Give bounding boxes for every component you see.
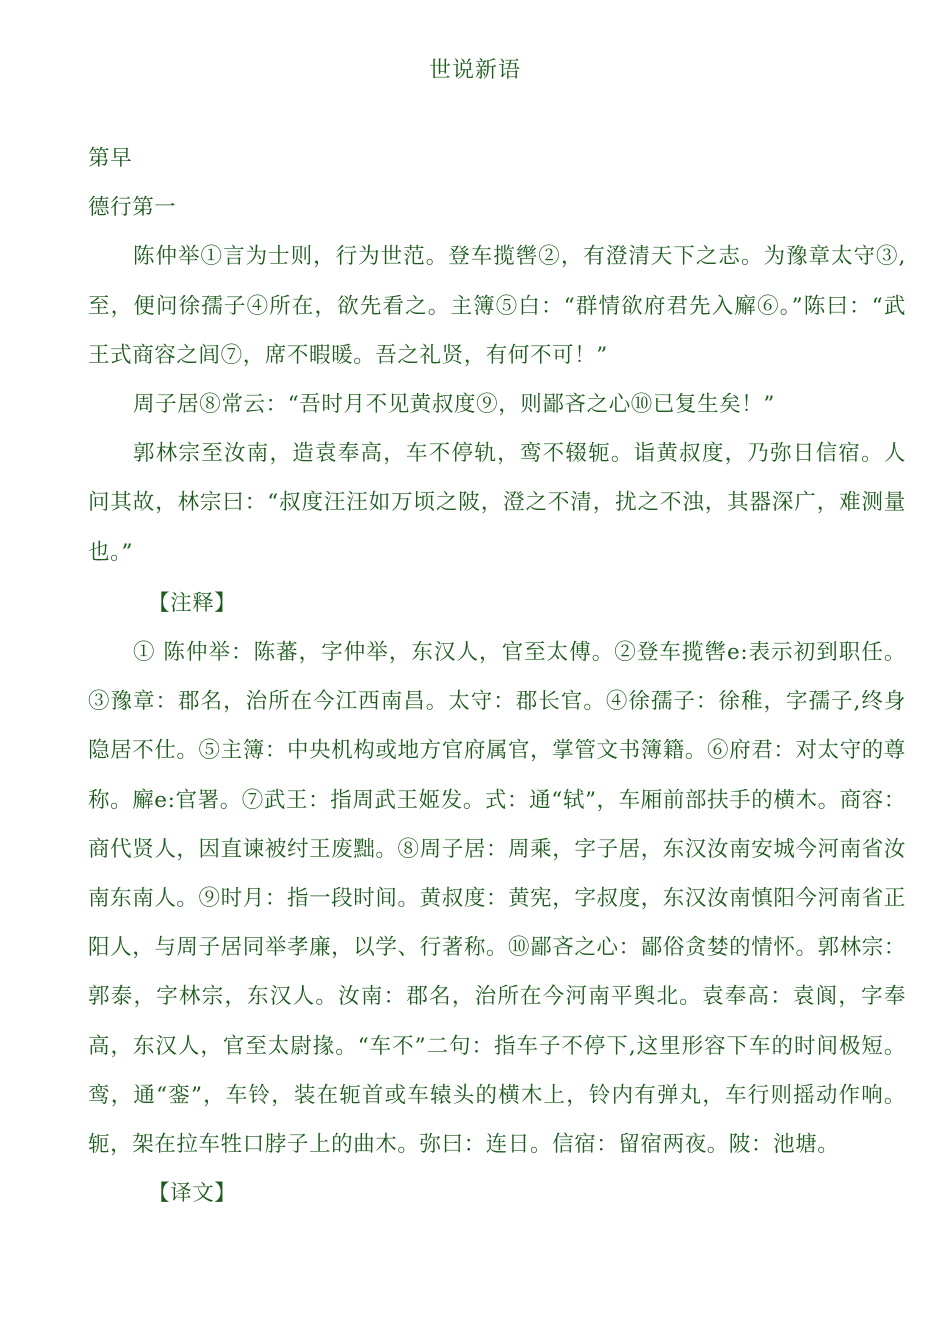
translation-heading: 【译文】: [148, 1181, 237, 1207]
paragraph-2: 周子居⑧常云：“吾时月不见黄叔度⑨，则鄙吝之心⑩已复生矣！”: [133, 392, 775, 418]
notes-text: ① 陈仲举：陈蕃，字仲举，东汉人，官至太傅。②登车揽辔e:表示初到职任。③豫章：郡名，治所在今江西南昌。太守：郡长官。④徐孺子：徐稚，字孺子,终身隐居不仕。⑤主簿：中央机构或地方官府属官，掌管文书簿籍。⑥府君：对太守的尊称。廨e:官署。⑦武王：指周武王姬发。式：通“轼”，车厢前部扶手的横木。商容：商代贤人，因直谏被纣王废黜。⑧周子居：周乘，字子居，东汉汝南安城今河南省汝南东南人。⑨时月：指一段时间。黄叔度：黄宪，字叔度，东汉汝南慎阳今河南省正阳人，与周子居同举孝廉，以学、行著称。⑩鄙吝之心：鄙俗贪婪的情怀。郭林宗：郭泰，字林宗，东汉人。汝南：郡名，治所在今河南平舆北。袁奉高：袁阆，字奉高，东汉人，官至太尉掾。“车不”二句：指车子不停下,这里形容下车的时间极短。鸾，通“銮”，车铃，装在轭首或车辕头的横木上，铃内有弹丸，车行则摇动作响。轭，架在拉车牲口脖子上的曲木。弥曰：连日。信宿：留宿两夜。陂：池塘。: [88, 640, 906, 1158]
document-body: [88, 134, 906, 1218]
paragraph-1: 陈仲举①言为士则，行为世范。登车揽辔②，有澄清天下之志。为豫章太守③,至，便问徐孺子④所在，欲先看之。主簿⑤白：“群情欲府君先入廨⑥。”陈曰：“武王式商容之闾⑦，席不暇暖。吾之礼贤，有何不可！”: [88, 244, 906, 368]
notes-heading: 【注释】: [148, 590, 237, 616]
paragraph-3: 郭林宗至汝南，造袁奉高，车不停轨，鸾不辍轭。诣黄叔度，乃弥日信宿。人问其故，林宗曰：“叔度汪汪如万顷之陂，澄之不清，扰之不浊，其器深广，难测量也。”: [88, 441, 906, 565]
chapter-label: 第早: [88, 146, 133, 171]
document-title: 世说新语: [428, 58, 521, 83]
section-label: 德行第一: [88, 195, 177, 221]
